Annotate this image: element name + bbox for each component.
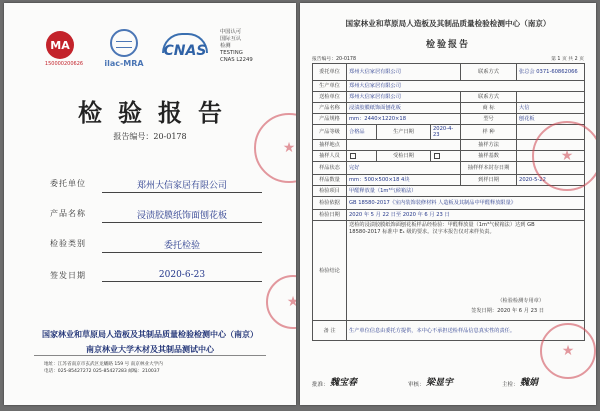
production-date-label: 生产日期	[377, 125, 431, 140]
report-title: 检验报告	[78, 98, 238, 127]
grade-value: 合格品	[347, 125, 377, 140]
category-field	[50, 238, 270, 252]
sender-contact-value	[517, 92, 585, 103]
checkbox-icon	[350, 153, 356, 159]
table-row	[313, 221, 585, 321]
tester-signature: 魏娟	[520, 378, 539, 388]
contact-value: 张总会 0371-60862066	[517, 64, 585, 81]
review-signature: 梁显宇	[426, 378, 454, 388]
test-basis-value: GB 18580-2017《室内装饰装修材料 人造板及其制品中甲醛释放限量》	[347, 197, 585, 210]
remark-value: 生产单位信息由委托方提供，本中心不承担送检样品信息真实性的责任。	[347, 321, 585, 341]
test-item-label: 检验项目	[313, 186, 347, 197]
spec-label: 产品规格	[313, 114, 347, 125]
sampler-value	[347, 151, 377, 162]
report-detail-page	[300, 3, 596, 405]
test-period-label: 检验日期	[313, 210, 347, 221]
sampling-method-label: 抽样方法	[461, 140, 517, 151]
issue-note: 签发日期：2020 年 6 月 23 日	[471, 308, 545, 315]
cnas-info	[220, 29, 290, 64]
product-value: 浸渍胶膜纸饰面刨花板	[102, 208, 262, 223]
sender-contact-label: 联系方式	[461, 92, 517, 103]
footer-organization-2: 南京林业大学木材及其制品测试中心	[86, 345, 214, 354]
sample-qty-label: 样品数量	[313, 175, 347, 186]
cnas-info-line: 中国认可	[220, 29, 242, 35]
category-value: 委托检验	[102, 238, 262, 253]
cnas-mark: CNAS	[163, 43, 207, 59]
spec-value: mm：2440×1220×18	[347, 114, 461, 125]
sample-qty-value: mm：500×500×18 4块	[347, 175, 461, 186]
contact-label: 联系方式	[461, 64, 517, 81]
cma-code: 150000200626	[44, 61, 84, 67]
red-seal-stamp-icon	[532, 121, 596, 191]
report-cover-page	[4, 3, 296, 405]
table-row	[313, 197, 585, 210]
issue-date-value: 2020-6-23	[102, 270, 262, 282]
globe-icon	[110, 29, 138, 57]
approve-signature: 魏宝春	[330, 378, 358, 388]
red-seal-stamp-icon	[266, 275, 296, 329]
product-label: 产品名称	[313, 103, 347, 114]
page-number: 第 1 页 共 2 页	[551, 57, 584, 62]
address-line: 电话：025-85427272 025-85427283 邮编：210037	[44, 369, 160, 374]
cnas-info-line: TESTING	[220, 50, 243, 56]
approve-label: 批准：	[312, 382, 329, 388]
arrival-date-value: 2020-5-22	[517, 175, 585, 186]
cnas-info-line: CNAS L2249	[220, 57, 253, 63]
producer-label: 生产单位	[313, 81, 347, 92]
conclusion-label: 检验结论	[313, 221, 347, 321]
red-seal-stamp-icon	[540, 323, 596, 379]
sampler-label: 抽样人员	[313, 151, 347, 162]
client-value: 郑州大信家居有限公司	[347, 64, 461, 81]
issue-date-label: 签发日期	[50, 271, 86, 280]
address-line: 地址：江苏省南京市玄武区龙蟠路 159 号 南京林业大学内	[44, 362, 163, 367]
sample-status-value: 完好	[347, 162, 461, 175]
table-row	[313, 92, 585, 103]
client-field	[50, 178, 270, 192]
stamp-note: （检验检测专用章）	[497, 298, 545, 305]
sample-kind-label: 样 种	[461, 125, 517, 140]
footer-organization: 国家林业和草原局人造板及其制品质量检验检测中心（南京）	[42, 330, 258, 339]
detail-page-title: 国家林业和草原局人造板及其制品质量检验检测中心（南京）	[345, 19, 551, 28]
product-field	[50, 208, 270, 222]
client-label: 委托单位	[313, 64, 347, 81]
model-value: 刨花板	[517, 114, 585, 125]
production-date-value: 2020-4-23	[431, 125, 461, 140]
grade-label: 产品等级	[313, 125, 347, 140]
product-value: 浸渍胶膜纸饰面刨花板	[347, 103, 461, 114]
sample-status-label: 样品状态	[313, 162, 347, 175]
producer-value: 郑州大信家居有限公司	[347, 81, 585, 92]
conclusion-cell	[347, 221, 585, 321]
detail-page-subtitle: 检验报告	[425, 40, 470, 50]
cma-seal-icon: MA	[46, 31, 74, 59]
tester-label: 主检：	[502, 382, 519, 388]
detail-report-number: 报告编号：20-0178	[312, 57, 357, 62]
received-date-value	[431, 151, 461, 162]
report-number: 报告编号：20-0178	[113, 132, 187, 141]
report-table	[312, 63, 585, 341]
seal-date-label: 抽样样本封存日期	[461, 162, 517, 175]
accreditation-logos	[18, 23, 288, 83]
table-row	[313, 210, 585, 221]
conclusion-text: 送检的浸渍胶膜纸饰面刨花板样品经检验：甲醛释放量（1m³气候箱法）达到 GB 18580-2017 标准中 E₁ 级的要求。汉字本报告仅对来样负责。	[349, 222, 535, 235]
arrival-date-label: 到样日期	[461, 175, 517, 186]
table-row	[313, 64, 585, 81]
sender-value: 郑州大信家居有限公司	[347, 92, 461, 103]
cnas-info-line: 国际互认	[220, 36, 242, 42]
issue-date-field	[50, 270, 270, 284]
sampling-base-label: 抽样基数	[461, 151, 517, 162]
cma-logo	[40, 31, 88, 71]
client-value: 郑州大信家居有限公司	[102, 178, 262, 193]
table-row	[313, 114, 585, 125]
footer-address	[44, 361, 264, 375]
test-period-value: 2020 年 5 月 22 日至 2020 年 6 月 23 日	[347, 210, 585, 221]
sampling-place-label: 抽样地点	[313, 140, 347, 151]
table-row	[313, 186, 585, 197]
received-date-label: 受检日期	[377, 151, 431, 162]
product-label: 产品名称	[50, 209, 86, 218]
test-basis-label: 检验依据	[313, 197, 347, 210]
table-row	[313, 103, 585, 114]
test-item-value: 甲醛释放量（1m³气候箱法）	[347, 186, 585, 197]
sampling-place-value	[347, 140, 461, 151]
cnas-logo	[156, 31, 214, 71]
client-label: 委托单位	[50, 179, 86, 188]
signature-row	[312, 375, 584, 395]
cnas-info-line: 检测	[220, 43, 231, 49]
footer-divider	[34, 355, 266, 356]
remark-label: 备 注	[313, 321, 347, 341]
review-label: 审核：	[408, 382, 425, 388]
table-row	[313, 81, 585, 92]
ilac-logo	[100, 29, 148, 69]
brand-label: 商 标	[461, 103, 517, 114]
model-label: 型号	[461, 114, 517, 125]
ilac-mark: ilac-MRA	[104, 59, 144, 68]
checkbox-icon	[434, 153, 440, 159]
category-label: 检验类别	[50, 239, 86, 248]
sender-label: 送检单位	[313, 92, 347, 103]
brand-value: 大信	[517, 103, 585, 114]
